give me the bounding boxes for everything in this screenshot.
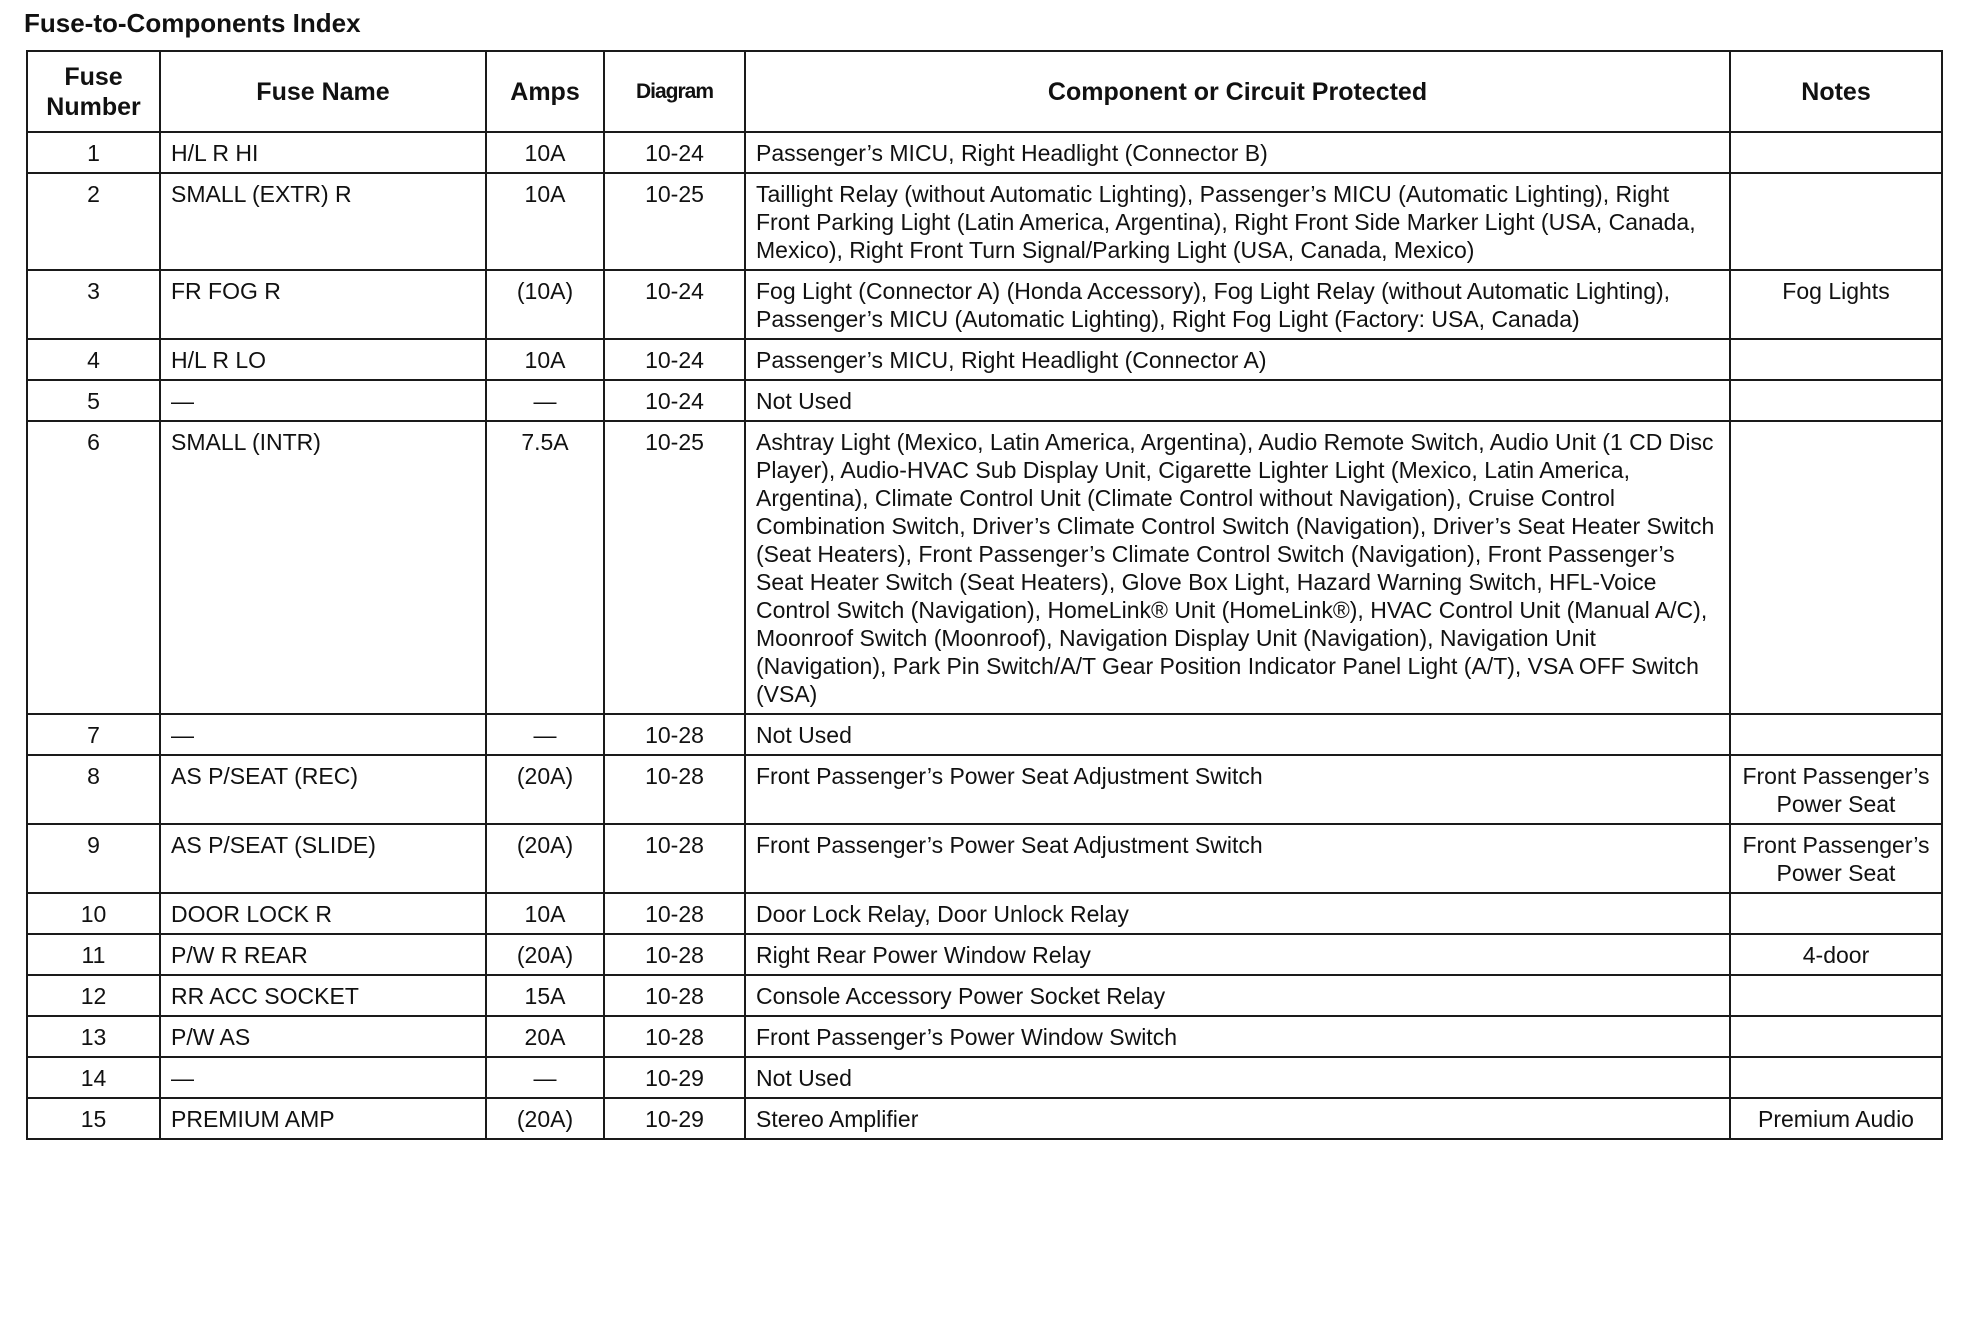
- fuse-name-cell: H/L R HI: [160, 132, 486, 173]
- diagram-cell: 10-25: [604, 421, 745, 714]
- diagram-cell: 10-28: [604, 714, 745, 755]
- notes-cell: [1730, 173, 1942, 270]
- table-row: [27, 975, 1942, 1016]
- amps-cell: (10A): [486, 270, 604, 339]
- amps-cell: (20A): [486, 824, 604, 893]
- diagram-cell: 10-25: [604, 173, 745, 270]
- diagram-cell: 10-24: [604, 132, 745, 173]
- header-fuse-number-line2: Number: [46, 92, 141, 121]
- header-fuse-number-line1: Fuse: [64, 62, 123, 91]
- fuse-name-cell: SMALL (INTR): [160, 421, 486, 714]
- table-row: [27, 421, 1942, 714]
- header-row: [27, 51, 1942, 132]
- fuse-name-cell: AS P/SEAT (REC): [160, 755, 486, 824]
- component-cell: Front Passenger’s Power Seat Adjustment Switch: [745, 824, 1730, 893]
- table-row: [27, 173, 1942, 270]
- fuse-number-cell: 15: [27, 1098, 160, 1139]
- table-row: [27, 1016, 1942, 1057]
- diagram-cell: 10-28: [604, 975, 745, 1016]
- diagram-cell: 10-28: [604, 1016, 745, 1057]
- notes-cell: [1730, 893, 1942, 934]
- fuse-number-cell: 12: [27, 975, 160, 1016]
- diagram-cell: 10-28: [604, 934, 745, 975]
- fuse-name-cell: AS P/SEAT (SLIDE): [160, 824, 486, 893]
- amps-cell: 10A: [486, 339, 604, 380]
- diagram-cell: 10-28: [604, 755, 745, 824]
- table-row: [27, 824, 1942, 893]
- component-cell: Not Used: [745, 380, 1730, 421]
- table-row: [27, 934, 1942, 975]
- notes-cell: [1730, 1016, 1942, 1057]
- fuse-number-cell: 13: [27, 1016, 160, 1057]
- diagram-cell: 10-28: [604, 824, 745, 893]
- fuse-number-cell: 8: [27, 755, 160, 824]
- header-fuse-number: [27, 51, 160, 132]
- component-cell: Front Passenger’s Power Seat Adjustment Switch: [745, 755, 1730, 824]
- amps-cell: —: [486, 714, 604, 755]
- fuse-name-cell: —: [160, 714, 486, 755]
- amps-cell: (20A): [486, 1098, 604, 1139]
- notes-cell: [1730, 339, 1942, 380]
- component-cell: Ashtray Light (Mexico, Latin America, Argentina), Audio Remote Switch, Audio Unit (1 CD Disc Player), Audio-HVAC Sub Display Unit, Cigarette Lighter Light (Mexico, Latin America, Argentina), Climate Control Unit (Climate Control without Navigation), Cruise Control Combination Switch, Driver’s Climate Control Switch (Navigation), Driver’s Seat Heater Switch (Seat Heaters), Front Passenger’s Climate Control Switch (Navigation), Front Passenger’s Seat Heater Switch (Seat Heaters), Glove Box Light, Hazard Warning Switch, HFL-Voice Control Switch (Navigation), HomeLink® Unit (HomeLink®), HVAC Control Unit (Manual A/C), Moonroof Switch (Moonroof), Navigation Display Unit (Navigation), Navigation Unit (Navigation), Park Pin Switch/A/T Gear Position Indicator Panel Light (A/T), VSA OFF Switch (VSA): [745, 421, 1730, 714]
- component-cell: Fog Light (Connector A) (Honda Accessory), Fog Light Relay (without Automatic Lighting), Passenger’s MICU (Automatic Lighting), Right Fog Light (Factory: USA, Canada): [745, 270, 1730, 339]
- table-row: [27, 1057, 1942, 1098]
- header-fuse-name: Fuse Name: [160, 51, 486, 132]
- table-row: [27, 132, 1942, 173]
- fuse-number-cell: 9: [27, 824, 160, 893]
- fuse-name-cell: PREMIUM AMP: [160, 1098, 486, 1139]
- header-diagram: Diagram: [604, 51, 745, 132]
- fuse-number-cell: 1: [27, 132, 160, 173]
- diagram-cell: 10-29: [604, 1098, 745, 1139]
- component-cell: Door Lock Relay, Door Unlock Relay: [745, 893, 1730, 934]
- fuse-number-cell: 7: [27, 714, 160, 755]
- amps-cell: 10A: [486, 132, 604, 173]
- notes-cell: [1730, 1057, 1942, 1098]
- amps-cell: —: [486, 380, 604, 421]
- notes-cell: Front Passenger’s Power Seat: [1730, 755, 1942, 824]
- fuse-number-cell: 2: [27, 173, 160, 270]
- table-body: [27, 132, 1942, 1139]
- fuse-name-cell: —: [160, 380, 486, 421]
- fuse-number-cell: 4: [27, 339, 160, 380]
- fuse-name-cell: P/W R REAR: [160, 934, 486, 975]
- fuse-name-cell: FR FOG R: [160, 270, 486, 339]
- component-cell: Passenger’s MICU, Right Headlight (Connector A): [745, 339, 1730, 380]
- amps-cell: 10A: [486, 893, 604, 934]
- header-component: Component or Circuit Protected: [745, 51, 1730, 132]
- notes-cell: [1730, 380, 1942, 421]
- diagram-cell: 10-28: [604, 893, 745, 934]
- fuse-number-cell: 6: [27, 421, 160, 714]
- diagram-cell: 10-29: [604, 1057, 745, 1098]
- component-cell: Passenger’s MICU, Right Headlight (Connector B): [745, 132, 1730, 173]
- component-cell: Not Used: [745, 1057, 1730, 1098]
- fuse-number-cell: 14: [27, 1057, 160, 1098]
- fuse-number-cell: 5: [27, 380, 160, 421]
- amps-cell: 10A: [486, 173, 604, 270]
- table-row: [27, 714, 1942, 755]
- header-amps: Amps: [486, 51, 604, 132]
- amps-cell: 15A: [486, 975, 604, 1016]
- amps-cell: (20A): [486, 755, 604, 824]
- notes-cell: [1730, 421, 1942, 714]
- fuse-name-cell: SMALL (EXTR) R: [160, 173, 486, 270]
- notes-cell: [1730, 975, 1942, 1016]
- table-row: [27, 755, 1942, 824]
- fuse-number-cell: 11: [27, 934, 160, 975]
- amps-cell: (20A): [486, 934, 604, 975]
- fuse-name-cell: —: [160, 1057, 486, 1098]
- table-row: [27, 270, 1942, 339]
- diagram-cell: 10-24: [604, 270, 745, 339]
- page-title: Fuse-to-Components Index: [24, 8, 361, 38]
- diagram-cell: 10-24: [604, 380, 745, 421]
- notes-cell: Front Passenger’s Power Seat: [1730, 824, 1942, 893]
- amps-cell: 7.5A: [486, 421, 604, 714]
- fuse-name-cell: P/W AS: [160, 1016, 486, 1057]
- header-notes: Notes: [1730, 51, 1942, 132]
- fuse-name-cell: RR ACC SOCKET: [160, 975, 486, 1016]
- fuse-index-table: [26, 50, 1943, 1140]
- fuse-number-cell: 10: [27, 893, 160, 934]
- table-row: [27, 1098, 1942, 1139]
- table-row: [27, 339, 1942, 380]
- notes-cell: Fog Lights: [1730, 270, 1942, 339]
- component-cell: Not Used: [745, 714, 1730, 755]
- notes-cell: Premium Audio: [1730, 1098, 1942, 1139]
- component-cell: Right Rear Power Window Relay: [745, 934, 1730, 975]
- table-row: [27, 893, 1942, 934]
- diagram-cell: 10-24: [604, 339, 745, 380]
- component-cell: Front Passenger’s Power Window Switch: [745, 1016, 1730, 1057]
- notes-cell: [1730, 132, 1942, 173]
- fuse-name-cell: H/L R LO: [160, 339, 486, 380]
- notes-cell: 4-door: [1730, 934, 1942, 975]
- component-cell: Console Accessory Power Socket Relay: [745, 975, 1730, 1016]
- component-cell: Stereo Amplifier: [745, 1098, 1730, 1139]
- table-row: [27, 380, 1942, 421]
- notes-cell: [1730, 714, 1942, 755]
- component-cell: Taillight Relay (without Automatic Lighting), Passenger’s MICU (Automatic Lighting), Right Front Parking Light (Latin America, Argentina), Right Front Side Marker Light (USA, Canada, Mexico), Right Front Turn Signal/Parking Light (USA, Canada, Mexico): [745, 173, 1730, 270]
- fuse-number-cell: 3: [27, 270, 160, 339]
- fuse-name-cell: DOOR LOCK R: [160, 893, 486, 934]
- amps-cell: —: [486, 1057, 604, 1098]
- amps-cell: 20A: [486, 1016, 604, 1057]
